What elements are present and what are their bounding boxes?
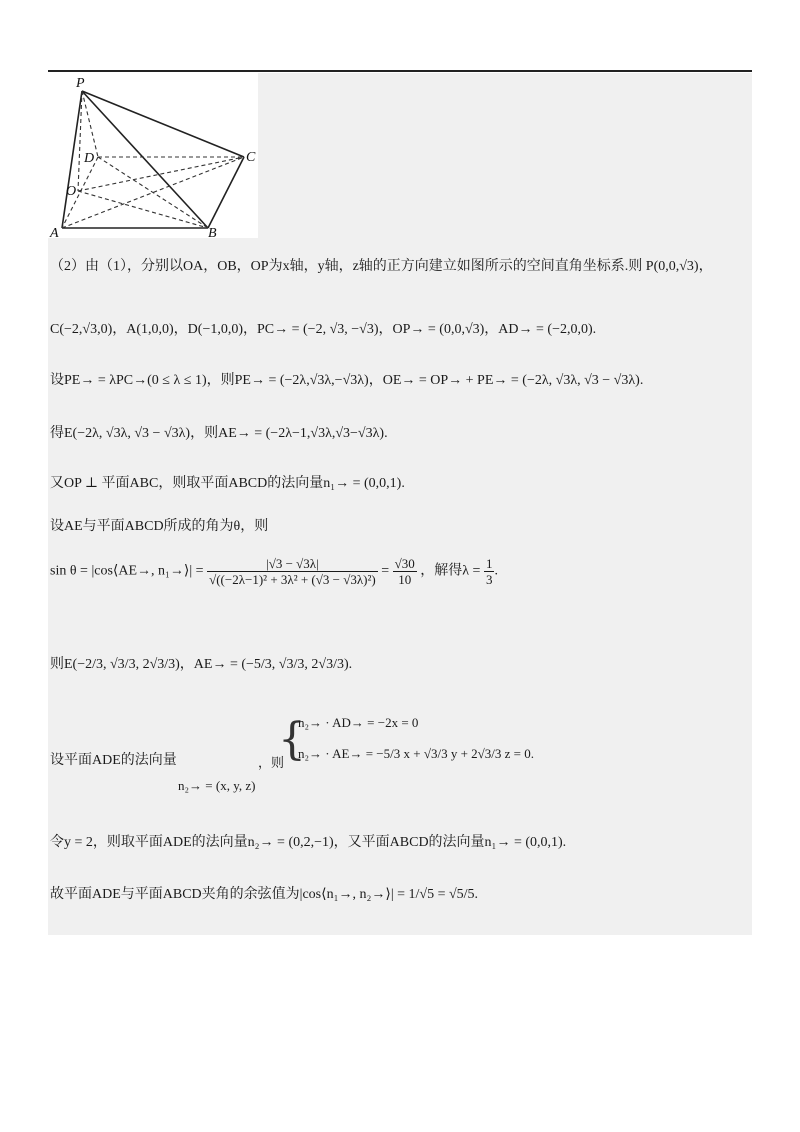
sin-theta-denominator: √((−2λ−1)² + 3λ² + (√3 − √3λ)²) [209,572,376,587]
system-eq2: n₂→ · AE→ = −5/3 x + √3/3 y + 2√3/3 z = 0. [298,746,535,761]
label-a: A [50,226,59,238]
top-rule [48,70,752,72]
sin-theta-left: sin θ = |cos⟨AE→, n₁→⟩| = [50,563,204,579]
label-p: P [76,76,85,91]
line-normal-abcd: 又OP ⊥ 平面ABC，则取平面ABCD的法向量n₁→ = (0,0,1). [50,476,405,491]
line-conclusion: 故平面ADE与平面ABCD夹角的余弦值为|cos⟨n₁→, n₂→⟩| = 1/√5 = √5/5. [50,887,479,902]
lambda-value [484,556,495,587]
line-pe-vector: 设PE→ = λPC→(0 ≤ λ ≤ 1)，则PE→ = (−2λ,√3λ,−√3λ)，OE→ = OP→ + PE→ = (−2λ, √3λ, √3 − √3λ). [50,373,644,388]
system-brace: { [278,714,306,765]
line-point-e: 得E(−2λ, √3λ, √3 − √3λ)，则AE→ = (−2λ−1,√3λ,√3−√3λ). [50,426,388,441]
sin-theta-value-den: 10 [398,572,412,587]
pyramid-figure [48,73,258,238]
label-b: B [208,226,217,238]
lambda-den: 3 [485,572,493,587]
sin-theta-value-num: √30 [394,556,415,571]
line-angle-theta: 设AE与平面ABCD所成的角为θ，则 [50,519,269,534]
sin-theta-value [393,556,417,587]
line-sin-theta: sin θ = |cos⟨AE→, n₁→⟩| = $\frac{|√3 - √3\lambda|}{\text{√((−2λ−1)² + 3λ² + (√3 − √3λ)²)}}$ = $\frac{√30}{10}$ ，解得λ = $\frac{1}{3}$ . [50,556,498,587]
label-d: D [84,151,95,166]
sin-theta-numerator: |√3 − √3λ| [207,556,378,572]
lambda-num: 1 [485,556,493,571]
then-text: ，则 [258,755,285,770]
line-let-y: 令y = 2，则取平面ADE的法向量n₂→ = (0,2,−1)，又平面ABCD的法向量n₁→ = (0,0,1). [50,835,567,850]
lambda-solve-text: ，解得λ = [420,563,481,579]
line-point-e-value: 则E(−2/3, √3/3, 2√3/3)，AE→ = (−5/3, √3/3, 2√3/3). [50,657,353,672]
sin-theta-fraction [207,556,378,587]
line-normal-ade-left: 设平面ADE的法向量 [50,753,177,768]
label-o: O [66,184,77,199]
pyramid-diagram [48,73,258,238]
sin-theta-equals: = [381,563,390,579]
line-setup: （2）由（1），分别以OA，OB，OP为x轴，y轴，z轴的正方向建立如图所示的空间直角坐标系.则 P(0,0,√3)， [50,259,713,274]
line-coordinates: C(−2,√3,0)，A(1,0,0)，D(−1,0,0)，PC→ = (−2, √3, −√3)，OP→ = (0,0,√3)，AD→ = (−2,0,0). [50,322,597,337]
system-eq1: n₂→ · AD→ = −2x = 0 [298,715,419,730]
n2-definition: n₂→ = (x, y, z) [178,778,256,793]
label-c: C [246,150,256,165]
